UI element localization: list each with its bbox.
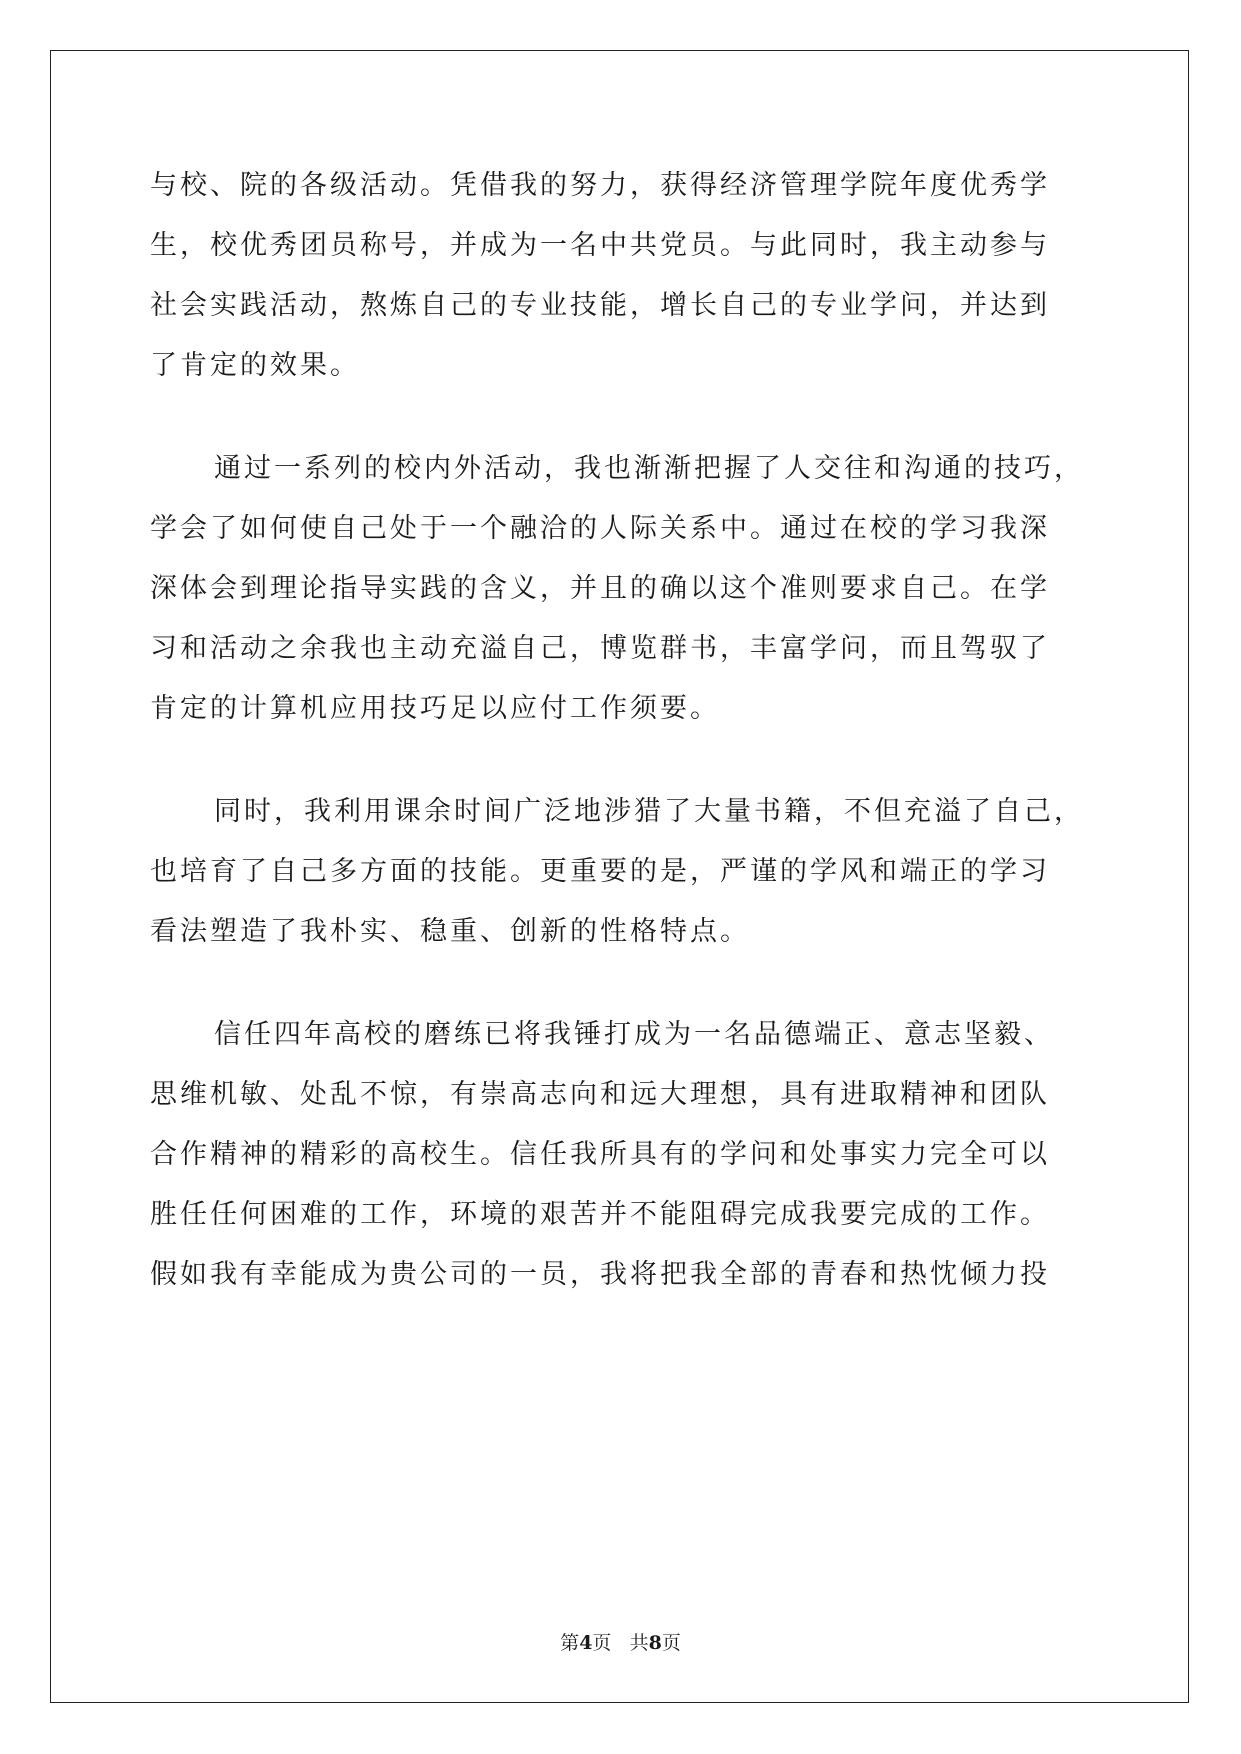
text-line-14: 思维机敏、处乱不惊，有崇高志向和远大理想，具有进取精神和团队 [150,1079,1050,1110]
text-line-13: 信任四年高校的磨练已将我锤打成为一名品德端正、意志坚毅、 [214,1019,1054,1050]
text-line-8: 习和活动之余我也主动充溢自己，博览群书，丰富学问，而且驾驭了 [150,633,1050,664]
text-line-9: 肯定的计算机应用技巧足以应付工作须要。 [150,693,720,724]
text-line-3: 社会实践活动，熬炼自己的专业技能，增长自己的专业学问，并达到 [150,290,1050,321]
page-footer [0,1628,1241,1655]
footer-page-suffix: 页 [592,1632,612,1654]
footer-total-pages: 8 [648,1632,662,1654]
footer-total-prefix: 共 [629,1632,649,1654]
text-line-4: 了肯定的效果。 [150,350,360,381]
text-line-10: 同时，我利用课余时间广泛地涉猎了大量书籍，不但充溢了自己， [214,796,1084,827]
footer-page-number: 4 [579,1632,593,1654]
text-line-1: 与校、院的各级活动。凭借我的努力，获得经济管理学院年度优秀学 [150,170,1050,201]
text-line-11: 也培育了自己多方面的技能。更重要的是，严谨的学风和端正的学习 [150,856,1050,887]
text-line-7: 深体会到理论指导实践的含义，并且的确以这个准则要求自己。在学 [150,573,1050,604]
footer-prefix: 第 [560,1632,580,1654]
text-line-2: 生，校优秀团员称号，并成为一名中共党员。与此同时，我主动参与 [150,230,1050,261]
text-line-16: 胜任任何困难的工作，环境的艰苦并不能阻碍完成我要完成的工作。 [150,1199,1050,1230]
text-line-6: 学会了如何使自己处于一个融洽的人际关系中。通过在校的学习我深 [150,513,1050,544]
text-line-17: 假如我有幸能成为贵公司的一员，我将把我全部的青春和热忱倾力投 [150,1259,1050,1290]
text-line-12: 看法塑造了我朴实、稳重、创新的性格特点。 [150,916,750,947]
footer-total-suffix: 页 [661,1632,681,1654]
text-line-15: 合作精神的精彩的高校生。信任我所具有的学问和处事实力完全可以 [150,1139,1050,1170]
text-line-5: 通过一系列的校内外活动，我也渐渐把握了人交往和沟通的技巧， [214,453,1084,484]
